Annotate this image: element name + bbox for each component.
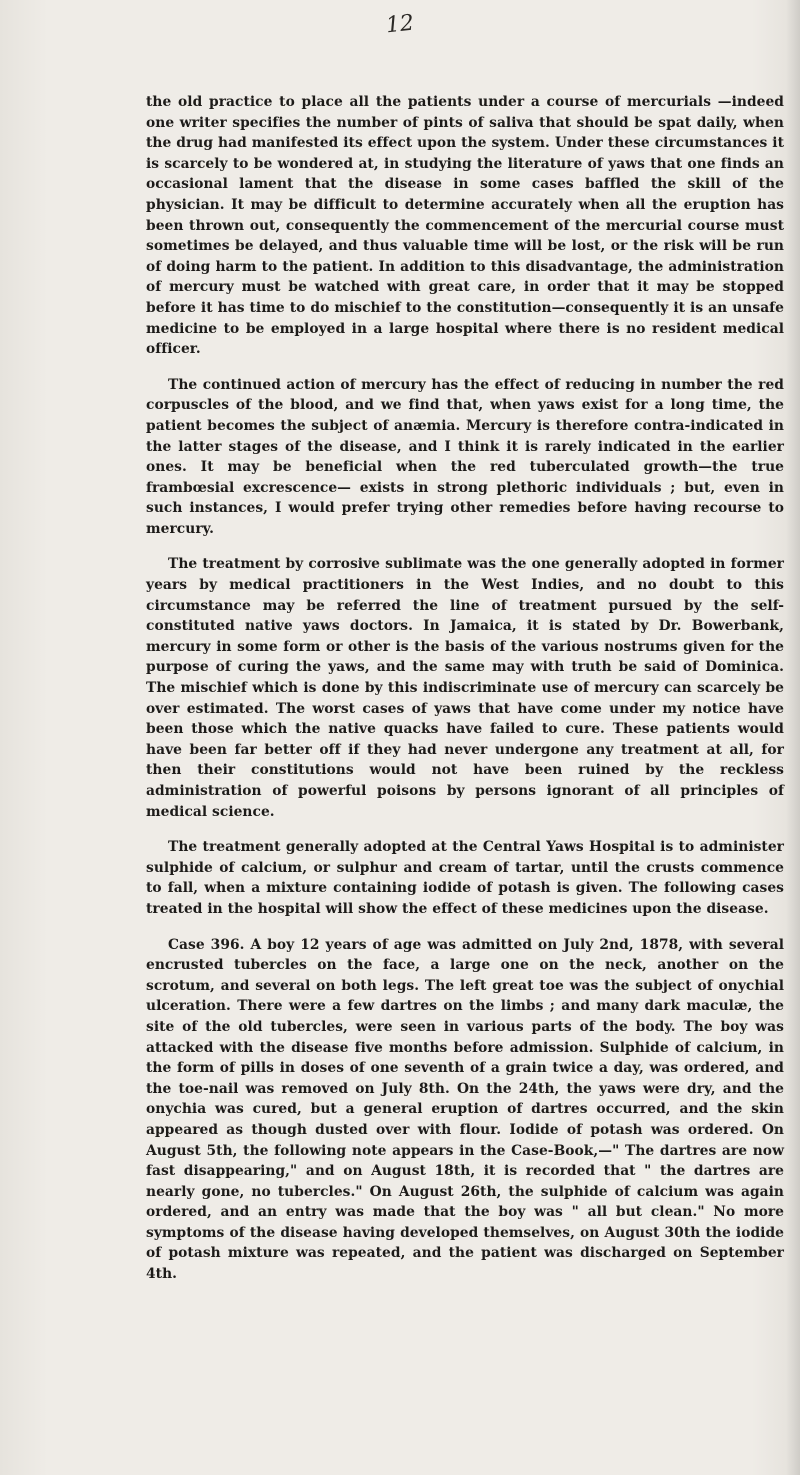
- page-number: 12: [384, 10, 416, 39]
- body-text: [146, 92, 784, 1300]
- paragraph-mercurial-practice: the old practice to place all the patients under a course of mercurials —indeed one writer specifies the number of pints of saliva that should be spat daily, when the drug had manifested its effect upon the system. Under these circumstances it is scarcely to be wondered at, in studying the literature of yaws that one finds an occasional lament that the disease in some cases baffled the skill of the physician. It may be difficult to determine accurately when all the eruption has been thrown out, consequently the commencement of the mercurial course must sometimes be delayed, and thus valuable time will be lost, or the risk will be run of doing harm to the patient. In addition to this disadvantage, the administration of mercury must be watched with great care, in order that it may be stopped before it has time to do mischief to the constitution—consequently it is an unsafe medicine to be employed in a large hospital where there is no resident medical officer.: [146, 94, 784, 358]
- page-edge-shadow: [786, 0, 800, 1475]
- paragraph-mercury-anaemia: The continued action of mercury has the effect of reducing in number the red corpuscles of the blood, and we find that, when yaws exist for a long time, the patient becomes the subject of anæmia. Mercury is therefore contra-indicated in the latter stages of the disease, and I think it is rarely indicated in the earlier ones. It may be beneficial when the red tuberculated growth—the true frambœsial excrescence— exists in strong plethoric individuals ; but, even in such instances, I would prefer trying other remedies before having recourse to mercury.: [146, 376, 784, 537]
- paragraph-corrosive-sublimate: The treatment by corrosive sublimate was the one generally adopted in former years by medical practitioners in the West Indies, and no doubt to this circumstance may be referred the line of treatment pursued by the self-constituted native yaws doctors. In Jamaica, it is stated by Dr. Bowerbank, mercury in some form or other is the basis of the various nostrums given for the purpose of curing the yaws, and the same may with truth be said of Dominica. The mischief which is done by this indiscriminate use of mercury can scarcely be over estimated. The worst cases of yaws that have come under my notice have been those which the native quacks have failed to cure. These patients would have been far better off if they had never undergone any treatment at all, for then their constitutions would not have been ruined by the reckless administration of powerful poisons by persons ignorant of all principles of medical science.: [146, 556, 784, 820]
- paragraph-hospital-treatment: The treatment generally adopted at the Central Yaws Hospital is to administer sulphide of calcium, or sulphur and cream of tartar, until the crusts commence to fall, when a mixture containing iodide of potash is given. The following cases treated in the hospital will show the effect of these medicines upon the disease.: [146, 839, 784, 917]
- paragraph-case-396: Case 396. A boy 12 years of age was admitted on July 2nd, 1878, with several encrusted tubercles on the face, a large one on the neck, another on the scrotum, and several on both legs. The left great toe was the subject of onychial ulceration. There were a few dartres on the limbs ; and many dark maculæ, the site of the old tubercles, were seen in various parts of the body. The boy was attacked with the disease five months before admission. Sulphide of calcium, in the form of pills in doses of one seventh of a grain twice a day, was ordered, and the toe-nail was removed on July 8th. On the 24th, the yaws were dry, and the onychia was cured, but a general eruption of dartres occurred, and the skin appeared as though dusted over with flour. Iodide of potash was ordered. On August 5th, the following note appears in the Case-Book,—" The dartres are now fast disappearing," and on August 18th, it is recorded that " the dartres are nearly gone, no tubercles." On August 26th, the sulphide of calcium was again ordered, and an entry was made that the boy was " all but clean." No more symptoms of the disease having developed themselves, on August 30th the iodide of potash mixture was repeated, and the patient was discharged on September 4th.: [146, 936, 784, 1283]
